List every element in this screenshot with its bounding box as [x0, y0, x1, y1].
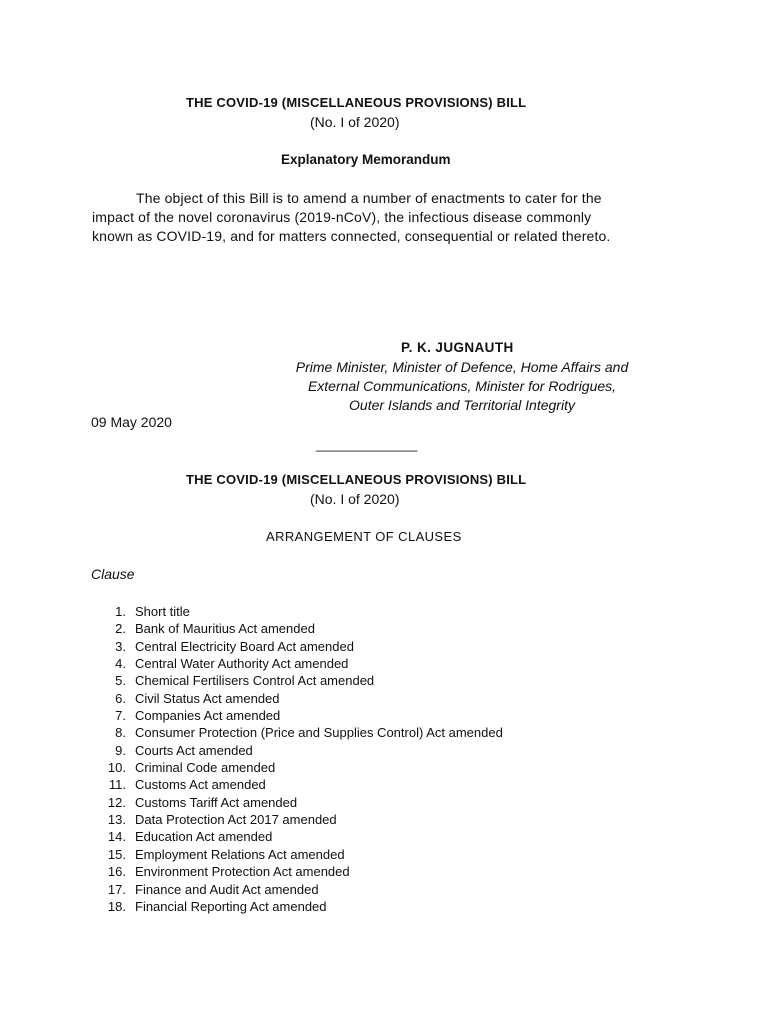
- clause-number: 14.: [107, 829, 126, 845]
- clause-item: [92, 846, 503, 863]
- clause-number: 3.: [115, 638, 126, 654]
- clause-number: 16.: [107, 864, 126, 880]
- clause-item: [92, 690, 503, 707]
- clause-column-label: Clause: [91, 566, 135, 582]
- memorandum-heading: Explanatory Memorandum: [281, 152, 451, 167]
- clause-item: [92, 603, 503, 620]
- clause-item: [92, 794, 503, 811]
- clause-number: 15.: [107, 846, 126, 862]
- clause-item: [92, 724, 503, 741]
- clause-title: Finance and Audit Act amended: [135, 881, 319, 897]
- document-date: 09 May 2020: [91, 414, 172, 430]
- clause-number: 7.: [115, 708, 126, 724]
- clause-title: Customs Act amended: [135, 777, 266, 793]
- clause-item: [92, 672, 503, 689]
- clause-title: Financial Reporting Act amended: [135, 898, 327, 914]
- clause-item: [92, 638, 503, 655]
- clause-item: [92, 863, 503, 880]
- signer-name: P. K. JUGNAUTH: [401, 340, 514, 355]
- clause-number: 5.: [115, 673, 126, 689]
- clause-item: [92, 742, 503, 759]
- clause-title: Companies Act amended: [135, 708, 281, 724]
- clause-item: [92, 776, 503, 793]
- clause-number: 17.: [107, 881, 126, 897]
- signer-role-line-3: Outer Islands and Territorial Integrity: [349, 397, 575, 413]
- clause-title: Education Act amended: [135, 829, 273, 845]
- clause-item: [92, 707, 503, 724]
- signer-role-line-1: Prime Minister, Minister of Defence, Home Affairs and: [295, 359, 629, 375]
- clause-title: Data Protection Act 2017 amended: [135, 812, 337, 828]
- signer-role-line-2: External Communications, Minister for Rodrigues,: [307, 378, 617, 394]
- clause-item: [92, 620, 503, 637]
- clause-title: Civil Status Act amended: [135, 690, 280, 706]
- clause-number: 1.: [115, 604, 126, 619]
- clause-number: 18.: [107, 898, 126, 914]
- clause-title: Consumer Protection (Price and Supplies Control) Act amended: [135, 725, 503, 741]
- clause-title: Customs Tariff Act amended: [135, 794, 298, 810]
- clause-number: 9.: [115, 742, 126, 758]
- bill-title: THE COVID-19 (MISCELLANEOUS PROVISIONS) BILL: [186, 95, 527, 110]
- memorandum-line-3: known as COVID-19, and for matters connected, consequential or related thereto.: [92, 228, 611, 244]
- clause-item: [92, 898, 503, 915]
- memorandum-line-1: The object of this Bill is to amend a number of enactments to cater for the: [136, 190, 602, 206]
- clause-number: 2.: [115, 621, 126, 637]
- clause-item: [92, 655, 503, 672]
- clause-title: Bank of Mauritius Act amended: [135, 621, 315, 637]
- clause-title: Courts Act amended: [135, 742, 253, 758]
- section-separator: ______________: [316, 437, 418, 452]
- clause-number: 11.: [108, 777, 126, 793]
- clause-item: [92, 828, 503, 845]
- clause-item: [92, 881, 503, 898]
- clause-number: 12.: [107, 794, 126, 810]
- arrangement-bill-title: THE COVID-19 (MISCELLANEOUS PROVISIONS) BILL: [186, 472, 527, 487]
- clause-number: 13.: [107, 812, 126, 828]
- clause-title: Criminal Code amended: [135, 760, 276, 776]
- clause-item: [92, 759, 503, 776]
- bill-number: (No. I of 2020): [310, 114, 400, 130]
- arrangement-bill-number: (No. I of 2020): [310, 491, 400, 507]
- clause-title: Short title: [135, 604, 190, 619]
- clause-title: Environment Protection Act amended: [135, 864, 350, 880]
- memorandum-line-2: impact of the novel coronavirus (2019-nCoV), the infectious disease commonly: [92, 209, 592, 225]
- clause-title: Central Electricity Board Act amended: [135, 638, 354, 654]
- clause-number: 8.: [115, 725, 126, 741]
- clause-number: 10.: [107, 760, 126, 776]
- clause-title: Central Water Authority Act amended: [135, 656, 349, 672]
- clause-item: [92, 811, 503, 828]
- clause-list: [92, 603, 503, 915]
- arrangement-heading: ARRANGEMENT OF CLAUSES: [266, 529, 462, 544]
- clause-title: Employment Relations Act amended: [135, 846, 345, 862]
- clause-number: 6.: [115, 690, 126, 706]
- clause-number: 4.: [115, 656, 126, 672]
- clause-title: Chemical Fertilisers Control Act amended: [135, 673, 375, 689]
